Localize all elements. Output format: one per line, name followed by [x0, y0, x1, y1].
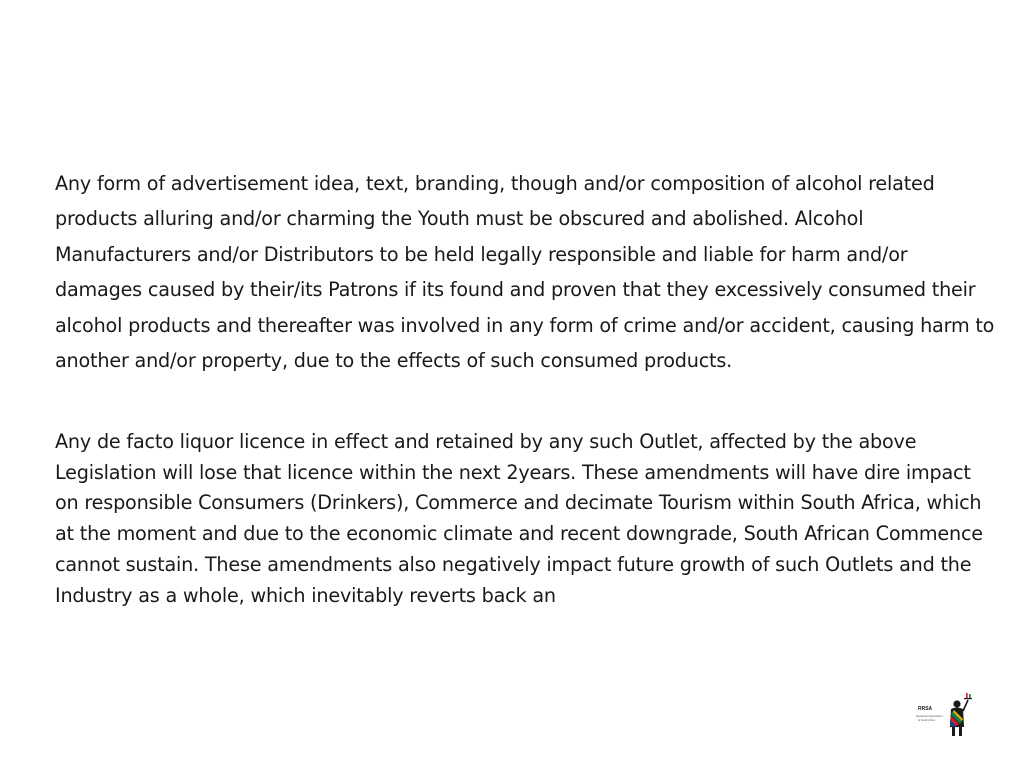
- association-logo-graphic: [916, 690, 980, 738]
- svg-text:of South Africa: of South Africa: [918, 719, 935, 722]
- svg-text:Restaurant Association: Restaurant Association: [916, 715, 943, 718]
- svg-text:RRSA: RRSA: [918, 706, 933, 712]
- body-paragraph-1: Any form of advertisement idea, text, branding, though and/or composition of alcohol related products alluring and/or charming the Youth must be obscured and abolished. Alcohol Manufacturers and/or Distributors to be held legally responsible and liable for harm and/or damages caused by their/its Patrons if its found and proven that they excessively consumed their alcohol products and thereafter was involved in any form of crime and/or accident, causing harm to another and/or property, due to the effects of such consumed products.: [55, 172, 995, 373]
- association-logo: [916, 690, 980, 738]
- body-paragraph-2: Any de facto liquor licence in effect and retained by any such Outlet, affected by the above Legislation will lose that licence within the next 2years. These amendments will have dire impact on responsible Consumers (Drinkers), Commerce and decimate Tourism within South Africa, which at the moment and due to the economic climate and recent downgrade, South African Commence cannot sustain. These amendments also negatively impact future growth of such Outlets and the Industry as a whole, which inevitably reverts back an: [55, 430, 983, 607]
